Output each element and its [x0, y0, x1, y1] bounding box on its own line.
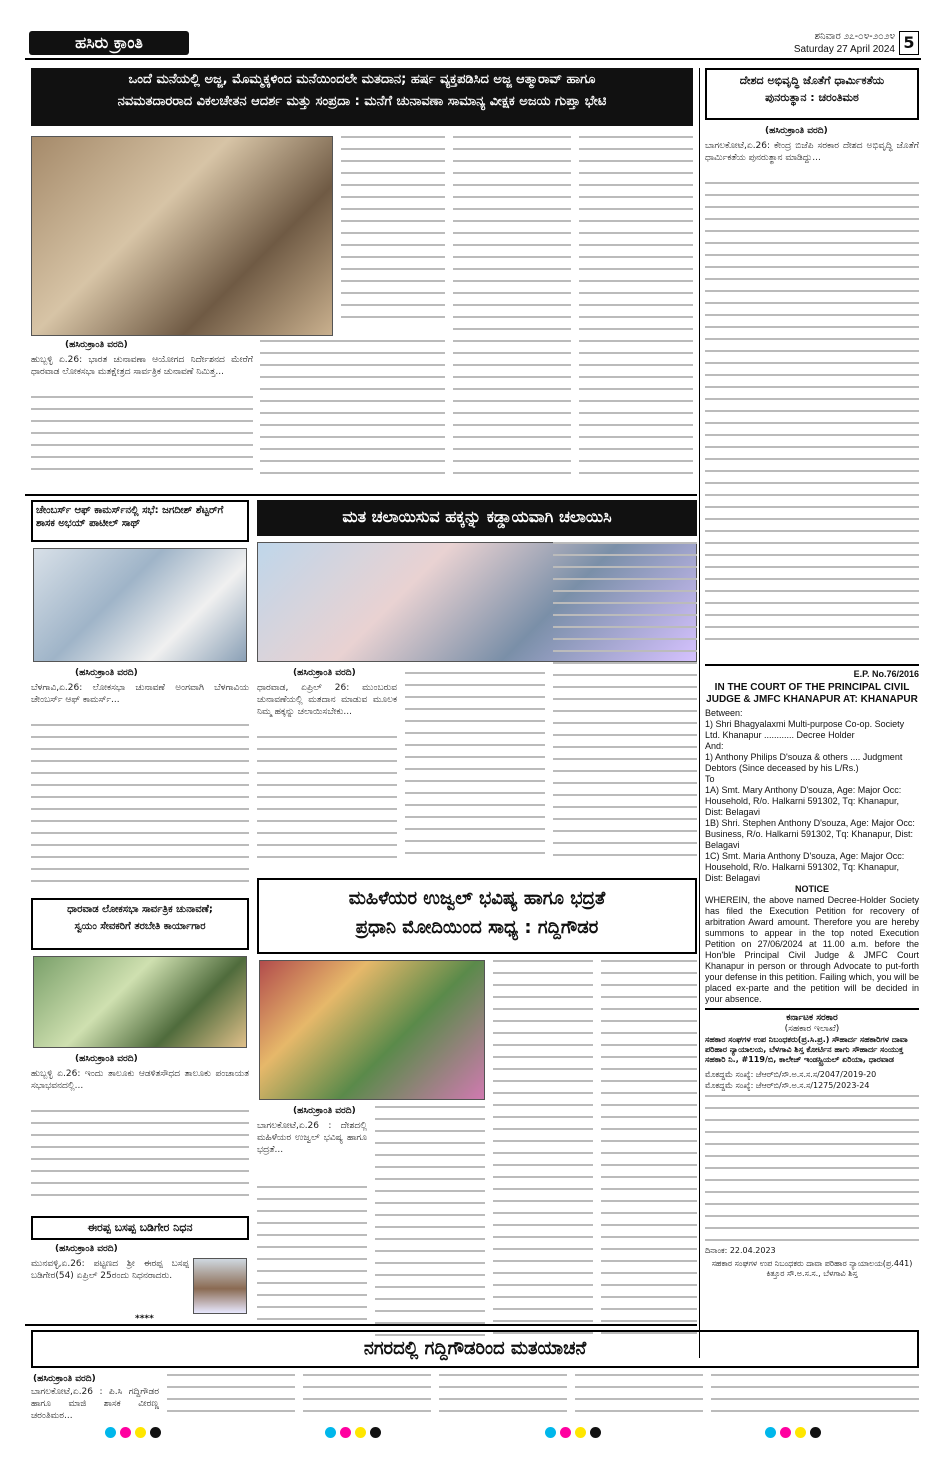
story4-body-col3: [553, 542, 697, 870]
story5-credit: (ಹಸಿರುಕ್ರಾಂತಿ ವರದಿ): [75, 1054, 138, 1064]
magenta-dot: [120, 1427, 131, 1438]
lead-bottom-rule: [25, 494, 697, 496]
coop-body-lines: [705, 1095, 919, 1245]
story6-body-col3: [493, 960, 593, 1348]
story2-body: [705, 182, 919, 652]
story8-dateline: ಬಾಗಲಕೋಟೆ,ಏ.26 : ಪಿ.ಸಿ ಗದ್ದಿಗೌಡರ ಹಾಗೂ ಮಾಜಿ ಶಾಸಕ ವೀರಣ್ಣ ಚರಂತಿಮಠ...: [31, 1387, 159, 1421]
lead-dateline: ಹುಬ್ಬಳ್ಳಿ ಏ.26: ಭಾರತ ಚುನಾವಣಾ ಆಯೋಗದ ನಿರ್ದೇಶನದ ಮೇರೆಗೆ ಧಾರವಾಡ ಲೋಕಸಭಾ ಮತಕ್ಷೇತ್ರದ ಸಾರ್ವತ್ರಿಕ ಚುನಾವಣೆ ನಿಮಿತ್ತ...: [31, 355, 253, 377]
story6-photo: [259, 960, 485, 1100]
date-kannada: ಶನಿವಾರ ೨೭-೦೪-೨೦೨೪: [814, 31, 895, 42]
story2-headline-line2: ಪುನರುತ್ಥಾನ : ಚರಂತಿಮಠ: [765, 90, 859, 104]
cyan-dot: [105, 1427, 116, 1438]
story5-headline: [31, 898, 249, 950]
magenta-dot: [780, 1427, 791, 1438]
lead-body-col5: [579, 136, 693, 488]
story5-headline-line1: ಧಾರವಾಡ ಲೋಕಸಭಾ ಸಾರ್ವತ್ರಿಕ ಚುನಾವಣೆ;: [67, 904, 213, 915]
yellow-dot: [355, 1427, 366, 1438]
story4-body-col2: [405, 672, 545, 870]
story3-credit: (ಹಸಿರುಕ್ರಾಂತಿ ವರದಿ): [75, 668, 138, 678]
between-label: Between:: [705, 708, 743, 718]
magenta-dot: [340, 1427, 351, 1438]
story2-headline: [705, 68, 919, 120]
masthead: [25, 28, 921, 60]
paper-name: ಹಸಿರು ಕ್ರಾಂತಿ: [29, 31, 189, 55]
story3-photo: [33, 548, 247, 662]
lead-headline-line2: ನವಮತದಾರರಾದ ವಿಕಲಚೇತನ ಆದರ್ಶ ಮತ್ತು ಸಂಪ್ರದಾ : ಮನೆಗೆ ಚುನಾವಣಾ ಸಾಮಾನ್ಯ ವೀಕ್ಷಕ ಅಜಯ ಗುಪ್ತಾ ಭೇಟಿ: [117, 94, 607, 110]
lead-headline-line1: ಒಂದೆ ಮನೆಯಲ್ಲಿ ಅಜ್ಜ, ಮೊಮ್ಮಕ್ಕಳಿಂದ ಮನೆಯಿಂದಲೇ ಮತದಾನ; ಹರ್ಷ ವ್ಯಕ್ತಪಡಿಸಿದ ಅಜ್ಜ ಆತ್ಮಾರಾವ್ ಹಾಗೂ: [128, 72, 596, 87]
coop-title: ಕರ್ನಾಟಕ ಸರಕಾರ: [786, 1013, 838, 1023]
yellow-dot: [795, 1427, 806, 1438]
story6-headline: [257, 878, 697, 954]
story8-credit: (ಹಸಿರುಕ್ರಾಂತಿ ವರದಿ): [33, 1374, 96, 1384]
addressee-1a: 1A) Smt. Mary Anthony D'souza, Age: Major Occ: Household, R/o. Halkarni 591302, Tq: Khanapur, Dist: Belagavi: [705, 785, 902, 817]
lead-headline-banner: [31, 68, 693, 126]
story8-body-col2: [167, 1374, 295, 1422]
cooperative-notice: [705, 1008, 919, 1358]
to-label: To: [705, 774, 715, 784]
and-label: And:: [705, 741, 724, 751]
story3-body: [31, 724, 249, 894]
lead-body-col4: [453, 136, 571, 488]
print-registration-marks-right: [765, 1427, 821, 1438]
story3-dateline: ಬೆಳಗಾವಿ,ಏ.26: ಲೋಕಸಭಾ ಚುನಾವಣೆ ಅಂಗವಾಗಿ ಬೆಳಗಾವಿಯ ಚೇಂಬರ್ಸ್ ಆಫ್ ಕಾಮರ್ಸ್...: [31, 683, 249, 705]
story2-dateline: ಬಾಗಲಕೋಟೆ,ಏ.26: ಕೇಂದ್ರ ಬಿಜೆಪಿ ಸರಕಾರ ದೇಶದ ಅಭಿವೃದ್ಧಿ ಜೊತೆಗೆ ಧಾರ್ಮಿಕತೆಯ ಪುನರುತ್ಥಾನ ಮಾಡಿದ್ದು...: [705, 141, 919, 163]
page-number: 5: [899, 31, 919, 55]
lead-body-col3: [341, 136, 445, 336]
story8-headline: [31, 1330, 919, 1368]
court-notice: [705, 664, 919, 1004]
story8-headline-text: ನಗರದಲ್ಲಿ ಗದ್ದಿಗೌಡರಿಂದ ಮತಯಾಚನೆ: [363, 1338, 587, 1359]
party2: 1) Anthony Philips D'souza & others .... Judgment Debtors (Since deceased by his L/Rs.): [705, 752, 903, 773]
black-dot: [810, 1427, 821, 1438]
coop-date: ದಿನಾಂಕ: 22.04.2023: [705, 1246, 776, 1255]
masthead-date: [794, 30, 895, 56]
ep-number: E.P. No.76/2016: [853, 669, 919, 679]
date-english: Saturday 27 April 2024: [793, 44, 895, 55]
obituary-portrait: [193, 1258, 247, 1314]
newspaper-page: [25, 28, 921, 1438]
story3-headline-text: ಚೇಂಬರ್ಸ್ ಆಫ್ ಕಾಮರ್ಸ್‌ನಲ್ಲಿ ಸಭೆ: ಜಗದೀಶ್ ಶೆಟ್ಟರ್‌ಗೆ ಶಾಸಕ ಅಭಯ್ ಪಾಟೀಲ್ ಸಾಥ್: [36, 505, 224, 529]
coop-case-2: ಮೊಕದ್ದಮೆ ಸಂಖ್ಯೆ: ಜೆಆರ್‌ಬಿ/ಸೌ.ಅ.ಸ.ಸ/1275/2023-24: [705, 1081, 870, 1090]
story6-headline-line2: ಪ್ರಧಾನಿ ಮೋದಿಯಿಂದ ಸಾಧ್ಯ : ಗದ್ದಿಗೌಡರ: [355, 916, 599, 938]
story2-headline-line1: ದೇಶದ ಅಭಿವೃದ್ಧಿ ಜೊತೆಗೆ ಧಾರ್ಮಿಕತೆಯ: [739, 74, 885, 87]
court-name: IN THE COURT OF THE PRINCIPAL CIVIL JUDGE & JMFC KHANAPUR AT: KHANAPUR: [706, 682, 918, 705]
story6-dateline: ಬಾಗಲಕೋಟೆ,ಏ.26 : ದೇಶದಲ್ಲಿ ಮಹಿಳೆಯರ ಉಜ್ವಲ್ ಭವಿಷ್ಯ ಹಾಗೂ ಭದ್ರತೆ...: [257, 1121, 367, 1155]
lead-photo: [31, 136, 333, 336]
story6-body-col2: [375, 1106, 485, 1348]
obituary-headline-text: ಈರಪ್ಪ ಬಸಪ್ಪ ಬಡಿಗೇರ ನಿಧನ: [87, 1221, 193, 1234]
story6-credit: (ಹಸಿರುಕ್ರಾಂತಿ ವರದಿ): [293, 1106, 356, 1116]
cyan-dot: [325, 1427, 336, 1438]
lead-body-col2: [260, 340, 445, 488]
black-dot: [590, 1427, 601, 1438]
addressee-1c: 1C) Smt. Maria Anthony D'souza, Age: Major Occ: Household, R/o. Halkarni 591302, Tq: Khanapur, Dist: Belagavi: [705, 851, 905, 883]
yellow-dot: [575, 1427, 586, 1438]
black-dot: [150, 1427, 161, 1438]
story4-credit: (ಹಸಿರುಕ್ರಾಂತಿ ವರದಿ): [293, 668, 356, 678]
story4-dateline: ಧಾರವಾಡ, ಏಪ್ರಿಲ್ 26: ಮುಂಬರುವ ಚುನಾವಣೆಯಲ್ಲಿ ಮತದಾನ ಮಾಡುವ ಮೂಲಕ ನಿಮ್ಮ ಹಕ್ಕನ್ನು ಚಲಾಯಿಸಬೇಕು...: [257, 683, 397, 717]
story2-credit: (ಹಸಿರುಕ್ರಾಂತಿ ವರದಿ): [765, 126, 828, 136]
obituary-credit: (ಹಸಿರುಕ್ರಾಂತಿ ವರದಿ): [55, 1244, 118, 1254]
story5-body: [31, 1110, 249, 1210]
magenta-dot: [560, 1427, 571, 1438]
lead-body-col1: [31, 396, 253, 488]
notice-title: NOTICE: [794, 884, 829, 894]
coop-footer: ಸಹಕಾರ ಸಂಘಗಳ ಉಪ ನಿಬಂಧಕರು ದಾವಾ ಪರಿಹಾರ ನ್ಯಾಯಾಲಯ(ಪ್ರ.441) ಕಿತ್ತೂರ ಸೌ.ಅ.ಸ.ಸ., ಬೆಳಗಾವಿ ಶಿಸ್ತ: [711, 1259, 913, 1278]
addressee-1b: 1B) Shri. Stephen Anthony D'souza, Age: Major Occ: Business, R/o. Halkarni 591302, Tq: Khanapur, Dist: Belagavi: [705, 818, 915, 850]
print-registration-marks-mid2: [545, 1427, 601, 1438]
lead-credit: (ಹಸಿರುಕ್ರಾಂತಿ ವರದಿ): [65, 340, 128, 350]
obituary-dateline: ಮುನವಳ್ಳಿ,ಏ.26: ಪಟ್ಟಣದ ಶ್ರೀ ಈರಪ್ಪ ಬಸಪ್ಪ ಬಡಿಗೇರ(54) ಏಪ್ರಿಲ್ 25ರಂದು ನಿಧನರಾದರು.: [31, 1259, 189, 1281]
story5-photo: [33, 956, 247, 1048]
story8-body-col4: [439, 1374, 567, 1422]
bottom-story-rule: [25, 1324, 697, 1326]
story6-headline-line1: ಮಹಿಳೆಯರ ಉಜ್ವಲ್ ಭವಿಷ್ಯ ಹಾಗೂ ಭದ್ರತೆ: [348, 888, 606, 909]
story6-body-col4: [601, 960, 697, 1348]
story8-body-col6: [711, 1374, 919, 1422]
obituary-headline: [31, 1216, 249, 1240]
print-registration-marks-left: [105, 1427, 161, 1438]
story3-headline: [31, 500, 249, 542]
print-registration-marks-mid1: [325, 1427, 381, 1438]
notice-body: WHEREIN, the above named Decree-Holder Society has filed the Execution Petition for recovery of arbitration Award amount. Therefore you are hereby summons to appear in the top noted Execution Petition on 27/06/2024 at 11.00 a.m. before the Hon'ble Principal Civil Judge & JMFC Court Khanapur in person or through Advocate to put-forth your defense in this petition. Failing which, you will be placed ex-parte and the petition will be decided in your absence.: [705, 895, 919, 1004]
story8-body-col5: [575, 1374, 703, 1422]
obituary-end-mark: ****: [135, 1314, 154, 1324]
coop-body: ಸಹಕಾರ ಸಂಘಗಳ ಉಪ ನಿಬಂಧಕರು(ಪ್ರ.ಸಿ.ಪ್ರ.) ಸೌಹಾರ್ದ ಸಹಕಾರಿಗಳ ದಾವಾ ಪರಿಹಾರ ನ್ಯಾಯಾಲಯ, ಬೆಳಗಾವಿ ಶಿಸ್ತ ಕೋರ್ಟಿನ ಹಾಗು ಸೌಹಾರ್ದ ಸಂಯುಕ್ತ ಸಹಕಾರಿ ನಿ., #119/ಬಿ, ಕಾಲೇಜ್ ಇಂಡಸ್ಟ್ರಿಯಲ್ ಏರಿಯಾ, ಧಾರವಾಡ: [705, 1035, 908, 1064]
story5-dateline: ಹುಬ್ಬಳ್ಳಿ ಏ.26: ಇಂದು ತಾಲೂಕು ಆಡಳಿತಸೌಧದ ತಾಲೂಕು ಪಂಚಾಯತ ಸಭಾಭವನದಲ್ಲಿ...: [31, 1069, 249, 1091]
coop-subtitle: (ಸಹಕಾರ ಇಲಾಖೆ): [784, 1024, 840, 1034]
story4-headline-text: ಮತ ಚಲಾಯಿಸುವ ಹಕ್ಕನ್ನು ಕಡ್ಡಾಯವಾಗಿ ಚಲಾಯಿಸಿ: [342, 507, 612, 526]
cyan-dot: [545, 1427, 556, 1438]
story4-body-col1: [257, 736, 397, 870]
yellow-dot: [135, 1427, 146, 1438]
right-column-rule: [699, 68, 700, 1358]
coop-case-1: ಮೊಕದ್ದಮೆ ಸಂಖ್ಯೆ: ಜೆಆರ್‌ಬಿ/ಸೌ.ಅ.ಸ.ಸ.ಸ/2047/2019-20: [705, 1070, 877, 1079]
party1: 1) Shri Bhagyalaxmi Multi-purpose Co-op. Society Ltd. Khanapur ............ Decree Holder: [705, 719, 905, 740]
story4-headline-banner: [257, 500, 697, 536]
story8-body-col3: [303, 1374, 431, 1422]
cyan-dot: [765, 1427, 776, 1438]
black-dot: [370, 1427, 381, 1438]
story5-headline-line2: ಸ್ವಯಂ ಸೇವಕರಿಗೆ ತರಬೇತಿ ಕಾರ್ಯಾಗಾರ: [74, 920, 206, 932]
